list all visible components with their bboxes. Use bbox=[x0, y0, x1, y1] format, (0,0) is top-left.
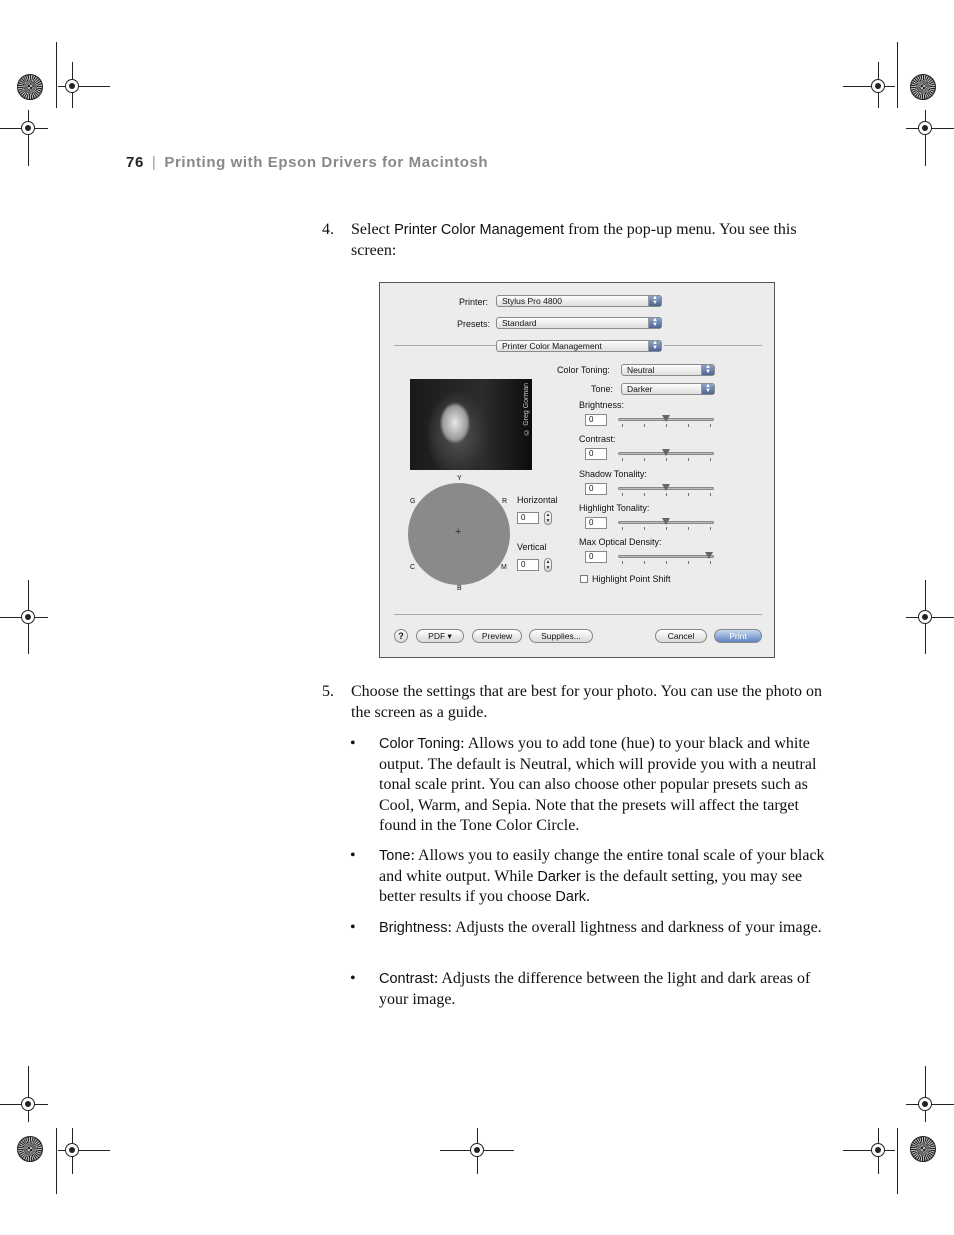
registration-mark-icon bbox=[21, 121, 35, 135]
step-number: 4. bbox=[322, 221, 334, 238]
bullet-text: : Allows you to add tone (hue) to your black and white output. The default is Neutral, which will provide you with a neutral tonal scale print. You can also choose other popular presets such as Cool, Warm, and Sepia. Note that the presets will affect the target found in the Tone Color Circle. bbox=[379, 735, 817, 834]
slider-tick bbox=[710, 458, 711, 461]
circle-label-b: B bbox=[457, 585, 462, 592]
circle-label-m: M bbox=[501, 564, 507, 571]
step-text: Choose the settings that are best for your photo. You can use the photo on the screen as a guide. bbox=[351, 683, 823, 721]
bullet-text: : Allows you to easily change the entire tonal scale of your black and white output. While bbox=[379, 847, 825, 885]
bullet-dot: • bbox=[350, 919, 356, 936]
running-header bbox=[126, 154, 488, 171]
vertical-stepper[interactable]: ▲ ▼ bbox=[545, 559, 551, 571]
vertical-label: Vertical bbox=[517, 542, 547, 552]
slider-tick bbox=[710, 424, 711, 427]
registration-ring-icon bbox=[910, 74, 936, 100]
header-title: Printing with Epson Drivers for Macintosh bbox=[164, 154, 489, 171]
slider-tick bbox=[644, 458, 645, 461]
slider-label: Brightness: bbox=[579, 400, 625, 410]
ui-term: Printer Color Management bbox=[394, 222, 565, 238]
registration-mark-icon bbox=[21, 1097, 35, 1111]
supplies-button[interactable]: Supplies... bbox=[529, 629, 593, 643]
registration-mark-icon bbox=[65, 79, 79, 93]
color-toning-label: Color Toning: bbox=[557, 365, 610, 375]
slider-label: Max Optical Density: bbox=[579, 537, 662, 547]
slider-tick bbox=[644, 493, 645, 496]
step-text: from the pop-up menu. You see this screen: bbox=[351, 221, 797, 259]
slider-tick bbox=[688, 458, 689, 461]
cancel-button[interactable]: Cancel bbox=[655, 629, 707, 643]
slider-tick bbox=[622, 458, 623, 461]
slider-tick bbox=[666, 561, 667, 564]
slider-tick bbox=[710, 561, 711, 564]
photo-credit: © Greg Gorman bbox=[523, 383, 530, 435]
bullet-text: . bbox=[586, 888, 591, 905]
step-text: Select bbox=[351, 221, 395, 238]
vertical-field[interactable]: 0 bbox=[517, 559, 539, 571]
registration-mark-icon bbox=[21, 610, 35, 624]
popup-arrows-icon: ▲ ▼ bbox=[701, 384, 714, 394]
divider bbox=[394, 345, 496, 346]
circle-label-y: Y bbox=[457, 475, 462, 482]
registration-mark-icon bbox=[470, 1143, 484, 1157]
bullet-tone bbox=[350, 846, 830, 908]
color-toning-value: Neutral bbox=[627, 365, 655, 375]
presets-popup[interactable] bbox=[496, 317, 662, 329]
bullet-text: : Adjusts the overall lightness and darkness of your image. bbox=[447, 919, 822, 936]
slider-label: Contrast: bbox=[579, 434, 616, 444]
slider-tick bbox=[622, 527, 623, 530]
slider-tick bbox=[644, 561, 645, 564]
registration-mark-icon bbox=[918, 610, 932, 624]
ui-term: Dark bbox=[555, 889, 587, 905]
color-toning-popup[interactable] bbox=[621, 364, 715, 376]
registration-mark-icon bbox=[871, 1143, 885, 1157]
slider-value-field[interactable]: 0 bbox=[585, 414, 607, 426]
printer-label: Printer: bbox=[459, 297, 489, 307]
step-5 bbox=[322, 682, 832, 723]
panel-popup[interactable] bbox=[496, 340, 662, 352]
slider-value-field[interactable]: 0 bbox=[585, 551, 607, 563]
bullet-dot: • bbox=[350, 970, 356, 987]
print-button[interactable]: Print bbox=[714, 629, 762, 643]
bullet-dot: • bbox=[350, 735, 356, 752]
slider-knob[interactable] bbox=[662, 449, 670, 456]
slider-value-field[interactable]: 0 bbox=[585, 483, 607, 495]
slider-tick bbox=[688, 561, 689, 564]
tone-label: Tone: bbox=[591, 384, 614, 394]
circle-label-c: C bbox=[410, 564, 416, 571]
slider-tick bbox=[688, 424, 689, 427]
presets-value: Standard bbox=[502, 318, 537, 328]
highlight-point-shift-label: Highlight Point Shift bbox=[592, 574, 671, 584]
bullet-text: : Adjusts the difference between the light and dark areas of your image. bbox=[379, 970, 811, 1008]
slider-tick bbox=[644, 527, 645, 530]
step-number: 5. bbox=[322, 683, 334, 700]
popup-arrows-icon: ▲ ▼ bbox=[701, 365, 714, 375]
slider-value-field[interactable]: 0 bbox=[585, 448, 607, 460]
bullet-color-toning bbox=[350, 734, 830, 837]
slider-tick bbox=[710, 493, 711, 496]
popup-arrows-icon: ▲ ▼ bbox=[648, 296, 661, 306]
slider-tick bbox=[622, 561, 623, 564]
registration-mark-icon bbox=[871, 79, 885, 93]
registration-ring-icon bbox=[17, 74, 43, 100]
bullet-dot: • bbox=[350, 847, 356, 864]
slider-value-field[interactable]: 0 bbox=[585, 517, 607, 529]
ui-term: Contrast bbox=[379, 971, 434, 987]
slider-tick bbox=[666, 527, 667, 530]
slider-tick bbox=[688, 493, 689, 496]
divider bbox=[394, 614, 762, 615]
help-button[interactable]: ? bbox=[394, 629, 408, 643]
tone-color-circle[interactable] bbox=[408, 483, 510, 585]
registration-ring-icon bbox=[910, 1136, 936, 1162]
tone-value: Darker bbox=[627, 384, 653, 394]
page-number: 76 bbox=[126, 154, 144, 171]
circle-label-g: G bbox=[410, 498, 416, 505]
slider-label: Highlight Tonality: bbox=[579, 503, 650, 513]
slider-knob[interactable] bbox=[662, 518, 670, 525]
ui-term: Brightness bbox=[379, 920, 448, 936]
slider-tick bbox=[666, 493, 667, 496]
slider-knob[interactable] bbox=[662, 484, 670, 491]
registration-mark-icon bbox=[918, 1097, 932, 1111]
slider-knob[interactable] bbox=[705, 552, 713, 559]
registration-ring-icon bbox=[17, 1136, 43, 1162]
panel-value: Printer Color Management bbox=[502, 341, 602, 351]
circle-label-r: R bbox=[502, 498, 508, 505]
tone-popup[interactable] bbox=[621, 383, 715, 395]
printer-popup[interactable] bbox=[496, 295, 662, 307]
presets-label: Presets: bbox=[457, 319, 491, 329]
preview-photo bbox=[410, 379, 532, 470]
ui-term: Color Toning bbox=[379, 736, 461, 752]
slider-track[interactable] bbox=[618, 555, 714, 558]
bullet-text: is the default setting, you may see better results if you choose bbox=[379, 867, 803, 905]
registration-mark-icon bbox=[918, 121, 932, 135]
crosshair-icon: + bbox=[455, 526, 462, 538]
popup-arrows-icon: ▲ ▼ bbox=[648, 341, 661, 351]
popup-arrows-icon: ▲ ▼ bbox=[648, 318, 661, 328]
bullet-brightness bbox=[350, 918, 830, 939]
horizontal-field[interactable]: 0 bbox=[517, 512, 539, 524]
step-4 bbox=[322, 220, 832, 261]
slider-tick bbox=[666, 424, 667, 427]
bullet-contrast bbox=[350, 969, 830, 1010]
horizontal-stepper[interactable]: ▲ ▼ bbox=[545, 512, 551, 524]
print-dialog bbox=[379, 282, 775, 658]
registration-mark-icon bbox=[65, 1143, 79, 1157]
header-separator: | bbox=[151, 154, 157, 171]
slider-tick bbox=[666, 458, 667, 461]
highlight-point-shift-checkbox[interactable] bbox=[580, 575, 588, 583]
slider-tick bbox=[622, 493, 623, 496]
slider-label: Shadow Tonality: bbox=[579, 469, 647, 479]
pdf-button[interactable]: PDF ▾ bbox=[416, 629, 464, 643]
slider-tick bbox=[688, 527, 689, 530]
printer-value: Stylus Pro 4800 bbox=[502, 296, 563, 306]
horizontal-label: Horizontal bbox=[517, 495, 558, 505]
slider-tick bbox=[644, 424, 645, 427]
preview-button[interactable]: Preview bbox=[472, 629, 522, 643]
slider-tick bbox=[710, 527, 711, 530]
ui-term: Tone bbox=[379, 848, 411, 864]
ui-term: Darker bbox=[537, 868, 581, 885]
slider-tick bbox=[622, 424, 623, 427]
slider-knob[interactable] bbox=[662, 415, 670, 422]
divider bbox=[664, 345, 762, 346]
